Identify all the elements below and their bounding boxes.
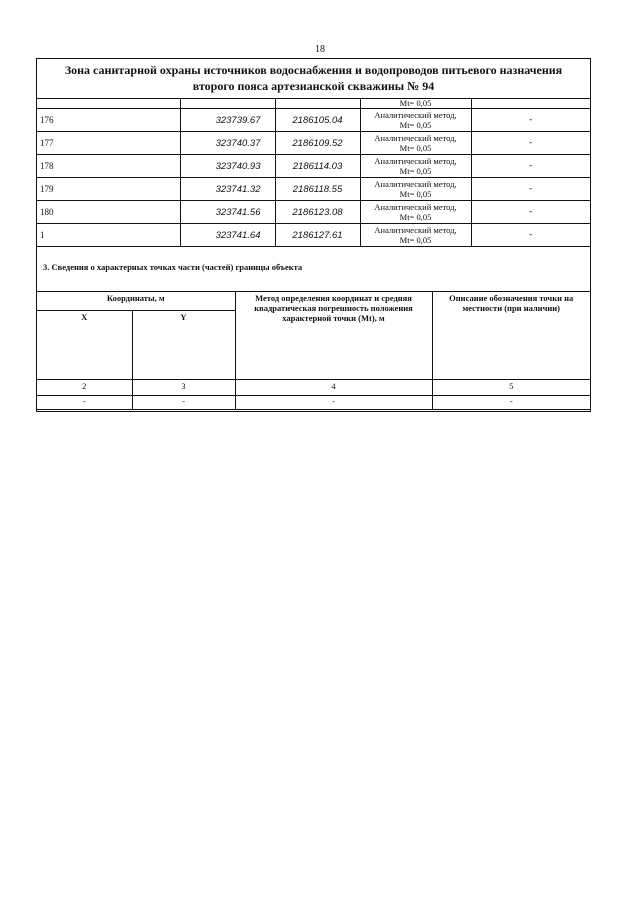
cell-y: 2186127.61 <box>275 224 360 247</box>
cell-method <box>360 155 471 178</box>
method-line-2: Mt= 0,05 <box>399 166 432 176</box>
col-x-header: X <box>37 311 132 380</box>
method-line-2: Mt= 0,05 <box>399 120 432 130</box>
col-y-header: Y <box>132 311 235 380</box>
col-num-3: 3 <box>132 380 235 396</box>
cell-x: 323739.67 <box>180 109 275 132</box>
cell-desc: - <box>471 201 590 224</box>
table-row <box>37 224 590 247</box>
method-line-1: Аналитический метод, <box>374 156 457 166</box>
method-line-2: Mt= 0,05 <box>399 212 432 222</box>
method-line-2: Mt= 0,05 <box>399 189 432 199</box>
table-row <box>37 99 590 109</box>
cell-y: 2186105.04 <box>275 109 360 132</box>
table-row <box>37 292 590 311</box>
document-frame <box>36 58 591 412</box>
method-header: Метод определения координат и средняя квадратическая погрешность положения характерной точки (Mt), м <box>235 292 432 380</box>
cell-id: 177 <box>37 132 180 155</box>
cell-id: 178 <box>37 155 180 178</box>
section-3-heading: 3. Сведения о характерных точках части (частей) границы объекта <box>43 262 303 272</box>
method-line-1: Аналитический метод, <box>374 179 457 189</box>
cell-desc: - <box>471 109 590 132</box>
cell-x: 323741.64 <box>180 224 275 247</box>
cell-method: Mt= 0,05 <box>360 99 471 109</box>
table-row <box>37 155 590 178</box>
method-line-1: Аналитический метод, <box>374 225 457 235</box>
cell-x <box>180 99 275 109</box>
cell-y: 2186114.03 <box>275 155 360 178</box>
table-row <box>37 396 590 410</box>
cell-desc: - <box>471 224 590 247</box>
method-line-1: Аналитический метод, <box>374 110 457 120</box>
cell-method <box>360 132 471 155</box>
cell-id: 1 <box>37 224 180 247</box>
cell-desc <box>471 99 590 109</box>
table-row <box>37 201 590 224</box>
cell-x: 323741.32 <box>180 178 275 201</box>
title-line-1: Зона санитарной охраны источников водоснабжения и водопроводов питьевого назначения <box>64 63 563 77</box>
empty-cell: - <box>235 396 432 410</box>
table-row <box>37 178 590 201</box>
method-line-1: Аналитический метод, <box>374 133 457 143</box>
empty-cell: - <box>37 396 132 410</box>
col-num-4: 4 <box>235 380 432 396</box>
title-line-2: второго пояса артезианской скважины № 94 <box>192 79 435 93</box>
empty-cell: - <box>132 396 235 410</box>
section-3-table <box>37 291 590 410</box>
table-row <box>37 380 590 396</box>
table-title <box>37 59 590 99</box>
col-num-2: 2 <box>37 380 132 396</box>
cell-id <box>37 99 180 109</box>
method-line-2: Mt= 0,05 <box>399 235 432 245</box>
cell-method <box>360 224 471 247</box>
page-number: 18 <box>315 44 325 55</box>
cell-method <box>360 201 471 224</box>
cell-y <box>275 99 360 109</box>
desc-header: Описание обозначения точки на местности (при наличии) <box>432 292 590 380</box>
table-row <box>37 109 590 132</box>
coordinates-table <box>37 99 590 247</box>
cell-y: 2186118.55 <box>275 178 360 201</box>
cell-y: 2186109.52 <box>275 132 360 155</box>
empty-cell: - <box>432 396 590 410</box>
cell-x: 323740.93 <box>180 155 275 178</box>
coords-header: Координаты, м <box>37 292 235 311</box>
cell-id: 176 <box>37 109 180 132</box>
cell-method <box>360 178 471 201</box>
table-row <box>37 132 590 155</box>
col-num-5: 5 <box>432 380 590 396</box>
cell-desc: - <box>471 155 590 178</box>
method-line-1: Аналитический метод, <box>374 202 457 212</box>
cell-id: 180 <box>37 201 180 224</box>
cell-x: 323741.56 <box>180 201 275 224</box>
cell-desc: - <box>471 178 590 201</box>
cell-x: 323740.37 <box>180 132 275 155</box>
cell-method <box>360 109 471 132</box>
method-line-2: Mt= 0,05 <box>399 143 432 153</box>
cell-id: 179 <box>37 178 180 201</box>
cell-desc: - <box>471 132 590 155</box>
cell-y: 2186123.08 <box>275 201 360 224</box>
